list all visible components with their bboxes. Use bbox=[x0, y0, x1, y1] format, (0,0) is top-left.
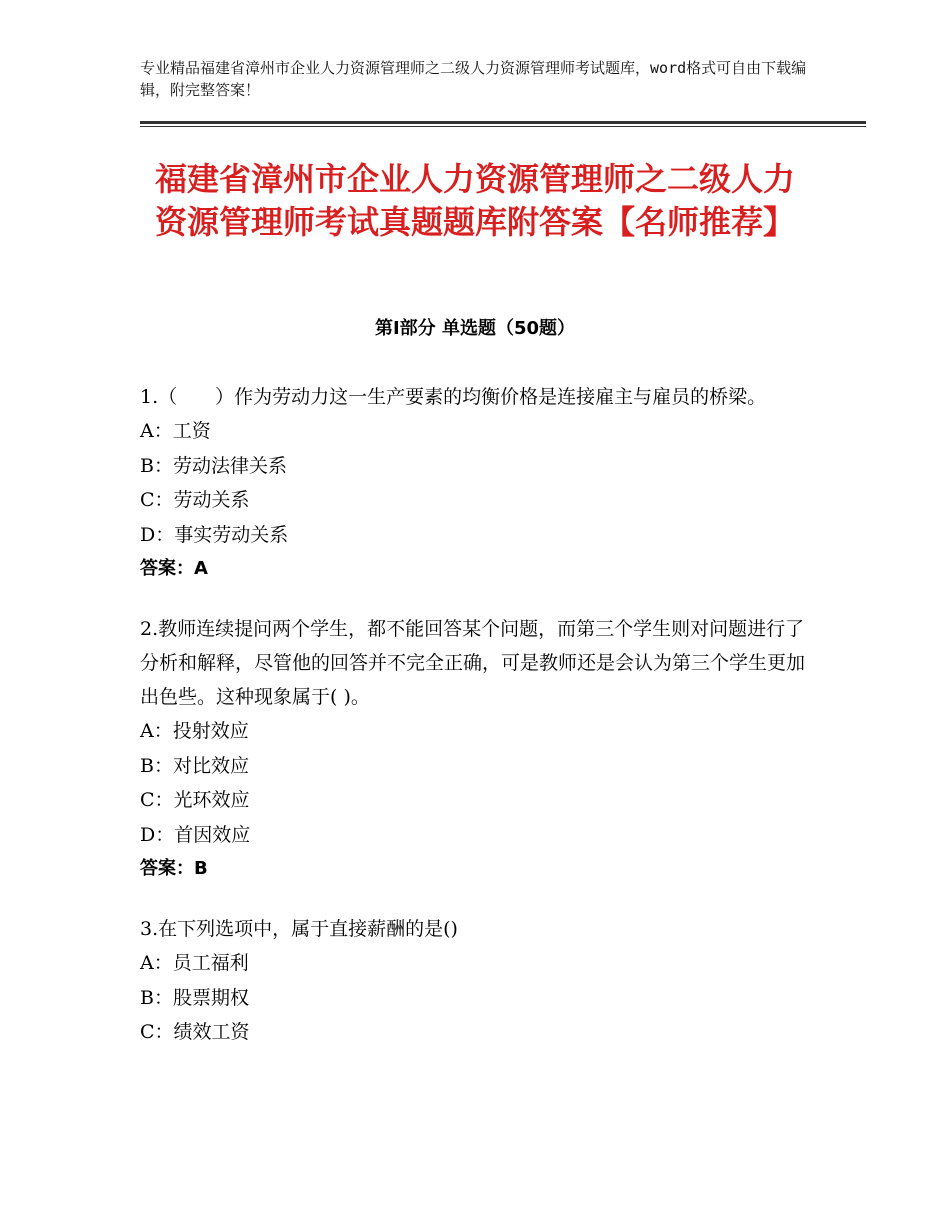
option-d: D：事实劳动关系 bbox=[140, 523, 289, 546]
option-b: B：劳动法律关系 bbox=[140, 454, 287, 477]
header-note: 专业精品福建省漳州市企业人力资源管理师之二级人力资源管理师考试题库，word格式可自由下载编辑，附完整答案！ bbox=[140, 59, 807, 99]
option-c: C：劳动关系 bbox=[140, 489, 250, 511]
header-divider-thin bbox=[140, 126, 866, 127]
option-c: C：光环效应 bbox=[140, 789, 250, 811]
option-a: A：员工福利 bbox=[140, 952, 249, 974]
question-1 bbox=[140, 380, 810, 586]
option-c: C：绩效工资 bbox=[140, 1021, 250, 1043]
option-a: A：投射效应 bbox=[140, 720, 249, 742]
question-text: 2.教师连续提问两个学生，都不能回答某个问题，而第三个学生则对问题进行了分析和解释，尽管他的回答并不完全正确，可是教师还是会认为第三个学生更加出色些。这种现象属于( )。 bbox=[140, 618, 806, 708]
option-a: A：工资 bbox=[140, 420, 211, 442]
section-title: 第Ⅰ部分 单选题（50题） bbox=[374, 318, 575, 339]
header-divider-thick bbox=[140, 121, 866, 124]
answer-line: 答案：A bbox=[140, 558, 208, 579]
option-b: B：对比效应 bbox=[140, 754, 249, 777]
question-text: 1.（ ）作为劳动力这一生产要素的均衡价格是连接雇主与雇员的桥梁。 bbox=[140, 386, 767, 408]
option-d: D：首因效应 bbox=[140, 823, 251, 846]
option-b: B：股票期权 bbox=[140, 986, 249, 1009]
question-2 bbox=[140, 612, 810, 886]
answer-line: 答案：B bbox=[140, 858, 208, 879]
question-list bbox=[140, 380, 810, 1076]
question-3 bbox=[140, 912, 810, 1050]
question-text: 3.在下列选项中，属于直接薪酬的是() bbox=[140, 918, 458, 940]
document-title: 福建省漳州市企业人力资源管理师之二级人力资源管理师考试真题题库附答案【名师推荐】 bbox=[154, 160, 795, 241]
